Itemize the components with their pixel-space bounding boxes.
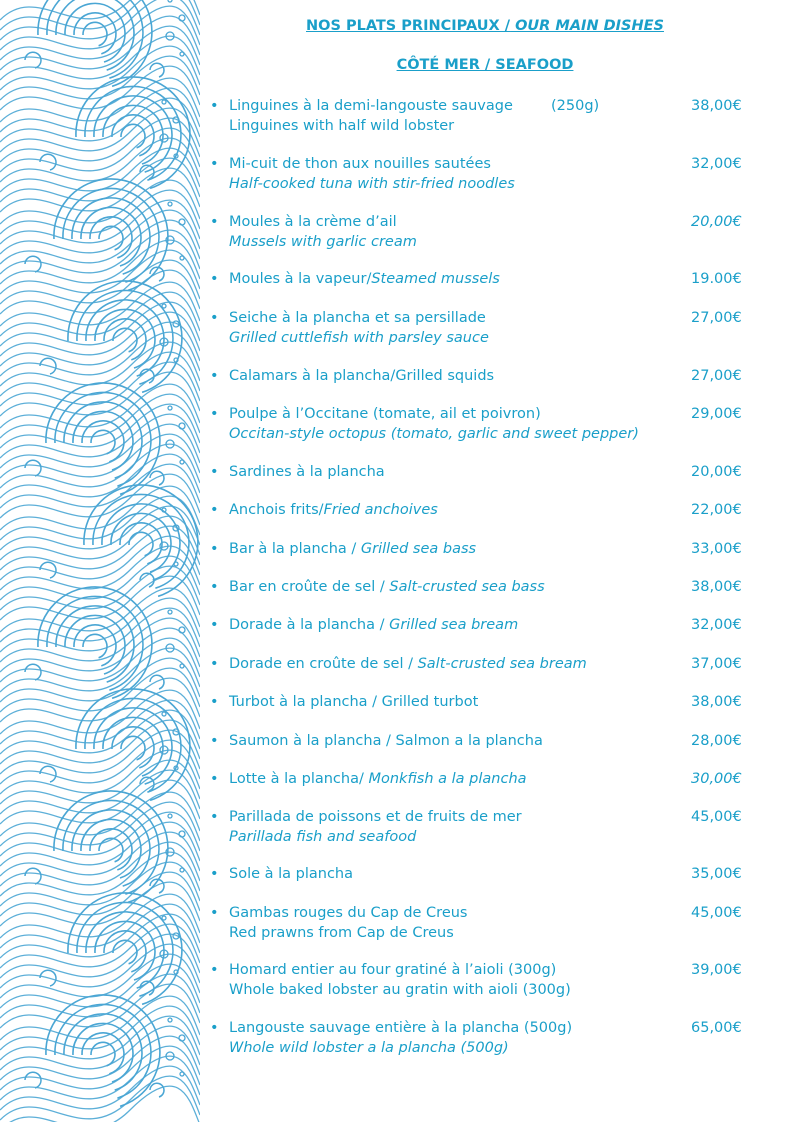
dish-name-en: Red prawns from Cap de Creus (229, 925, 454, 941)
dish-name-line (229, 807, 522, 827)
dish-price: 27,00€ (691, 310, 742, 326)
dish-name-fr: Bar en croûte de sel / (229, 579, 390, 595)
bullet: • (210, 406, 219, 422)
dish-name-en: Occitan-style octopus (tomato, garlic and sweet pepper) (229, 426, 639, 442)
dish-price: 28,00€ (691, 733, 742, 749)
dish-name-fr: Anchois frits/ (229, 502, 324, 518)
dish-name-fr: Parillada de poissons et de fruits de mer (229, 809, 522, 825)
dish-name-line (229, 154, 491, 174)
dish-name-line (229, 864, 353, 884)
bullet: • (210, 1020, 219, 1036)
dish-price: 45,00€ (691, 809, 742, 825)
bullet: • (210, 310, 219, 326)
dish-name-line (229, 462, 385, 482)
bullet: • (210, 464, 219, 480)
dish-price: 20,00€ (691, 214, 742, 230)
dish-price: 20,00€ (691, 464, 742, 480)
bullet: • (210, 156, 219, 172)
dish-price: 32,00€ (691, 617, 742, 633)
bullet: • (210, 866, 219, 882)
dish-name-line (229, 769, 527, 789)
dish-name-fr: Dorade en croûte de sel / (229, 656, 418, 672)
dish-price: 35,00€ (691, 866, 742, 882)
dish-price: 39,00€ (691, 962, 742, 978)
bullet: • (210, 771, 219, 787)
bullet: • (210, 541, 219, 557)
dish-name-en-inline: Salt-crusted sea bream (417, 656, 587, 672)
dish-name-line (229, 1018, 572, 1038)
dish-name-fr: Mi-cuit de thon aux nouilles sautées (229, 156, 491, 172)
dish-name-fr: Calamars à la plancha/Grilled squids (229, 368, 495, 384)
bullet: • (210, 656, 219, 672)
dish-name-fr: Moules à la vapeur/ (229, 271, 372, 287)
dish-name-en-inline: Grilled sea bass (360, 541, 477, 557)
dish-name-en: Linguines with half wild lobster (229, 118, 455, 134)
wave-pattern-decoration (0, 0, 200, 1122)
bullet: • (210, 733, 219, 749)
dish-price: 27,00€ (691, 368, 742, 384)
dish-name-line (229, 366, 494, 386)
dish-name-fr: Homard entier au four gratiné à l’aioli (300g) (229, 962, 557, 978)
dish-name-line (229, 539, 476, 559)
dish-price: 38,00€ (691, 694, 742, 710)
dish-name-line (229, 269, 500, 289)
dish-name-line (229, 654, 587, 674)
dish-name-line (229, 212, 397, 232)
dish-name-en: Half-cooked tuna with stir-fried noodles (229, 176, 515, 192)
dish-name-line (229, 615, 518, 635)
dish-name-line (229, 731, 543, 751)
bullet: • (210, 214, 219, 230)
dish-name-en: Parillada fish and seafood (229, 829, 417, 845)
page-title-fr: NOS PLATS PRINCIPAUX / (306, 18, 511, 34)
bullet: • (210, 98, 219, 114)
dish-name-fr: Poulpe à l’Occitane (tomate, ail et poivron) (229, 406, 541, 422)
dish-name-fr: Gambas rouges du Cap de Creus (229, 905, 468, 921)
bullet: • (210, 809, 219, 825)
dish-weight: (250g) (551, 98, 600, 114)
bullet: • (210, 368, 219, 384)
dish-name-line (229, 96, 513, 116)
dish-name-fr: Lotte à la plancha/ (229, 771, 369, 787)
dish-name-fr: Dorade à la plancha / (229, 617, 390, 633)
bullet: • (210, 579, 219, 595)
dish-name-en: Whole baked lobster au gratin with aioli (300g) (229, 982, 571, 998)
dish-name-en: Grilled cuttlefish with parsley sauce (229, 330, 489, 346)
dish-price: 22,00€ (691, 502, 742, 518)
dish-price: 38,00€ (691, 579, 742, 595)
dish-price: 19.00€ (691, 271, 742, 287)
dish-price: 33,00€ (691, 541, 742, 557)
dish-name-en: Mussels with garlic cream (229, 234, 417, 250)
dish-name-en-inline: Fried anchoives (323, 502, 438, 518)
dish-name-fr: Seiche à la plancha et sa persillade (229, 310, 486, 326)
dish-name-fr: Langouste sauvage entière à la plancha (500g) (229, 1020, 573, 1036)
dish-name-fr: Moules à la crème d’ail (229, 214, 397, 230)
dish-name-en-inline: Grilled sea bream (389, 617, 519, 633)
bullet: • (210, 905, 219, 921)
bullet: • (210, 502, 219, 518)
dish-name-fr: Linguines à la demi-langouste sauvage (229, 98, 513, 114)
page-title-en: OUR MAIN DISHES (510, 18, 664, 34)
dish-name-line (229, 960, 556, 980)
dish-price: 30,00€ (691, 771, 742, 787)
dish-name-line (229, 692, 478, 712)
dish-price: 45,00€ (691, 905, 742, 921)
dish-price: 37,00€ (691, 656, 742, 672)
menu-list (210, 0, 770, 1122)
dish-name-line (229, 577, 545, 597)
dish-price: 38,00€ (691, 98, 742, 114)
dish-name-fr: Turbot à la plancha / Grilled turbot (229, 694, 479, 710)
dish-name-fr: Sardines à la plancha (229, 464, 385, 480)
dish-price: 65,00€ (691, 1020, 742, 1036)
bullet: • (210, 694, 219, 710)
dish-name-fr: Bar à la plancha / (229, 541, 361, 557)
bullet: • (210, 617, 219, 633)
dish-name-en: Whole wild lobster a la plancha (500g) (229, 1040, 509, 1056)
dish-name-line (229, 404, 541, 424)
dish-name-fr: Saumon à la plancha / Salmon a la plancha (229, 733, 543, 749)
section-title: CÔTÉ MER / SEAFOOD (396, 57, 574, 73)
dish-name-line (229, 903, 468, 923)
bullet: • (210, 271, 219, 287)
dish-name-en-inline: Salt-crusted sea bass (389, 579, 545, 595)
dish-name-en-inline: Steamed mussels (371, 271, 500, 287)
bullet: • (210, 962, 219, 978)
dish-name-line (229, 308, 486, 328)
dish-price: 32,00€ (691, 156, 742, 172)
dish-name-en-inline: Monkfish a la plancha (368, 771, 527, 787)
dish-name-line (229, 500, 438, 520)
dish-name-fr: Sole à la plancha (229, 866, 354, 882)
dish-price: 29,00€ (691, 406, 742, 422)
